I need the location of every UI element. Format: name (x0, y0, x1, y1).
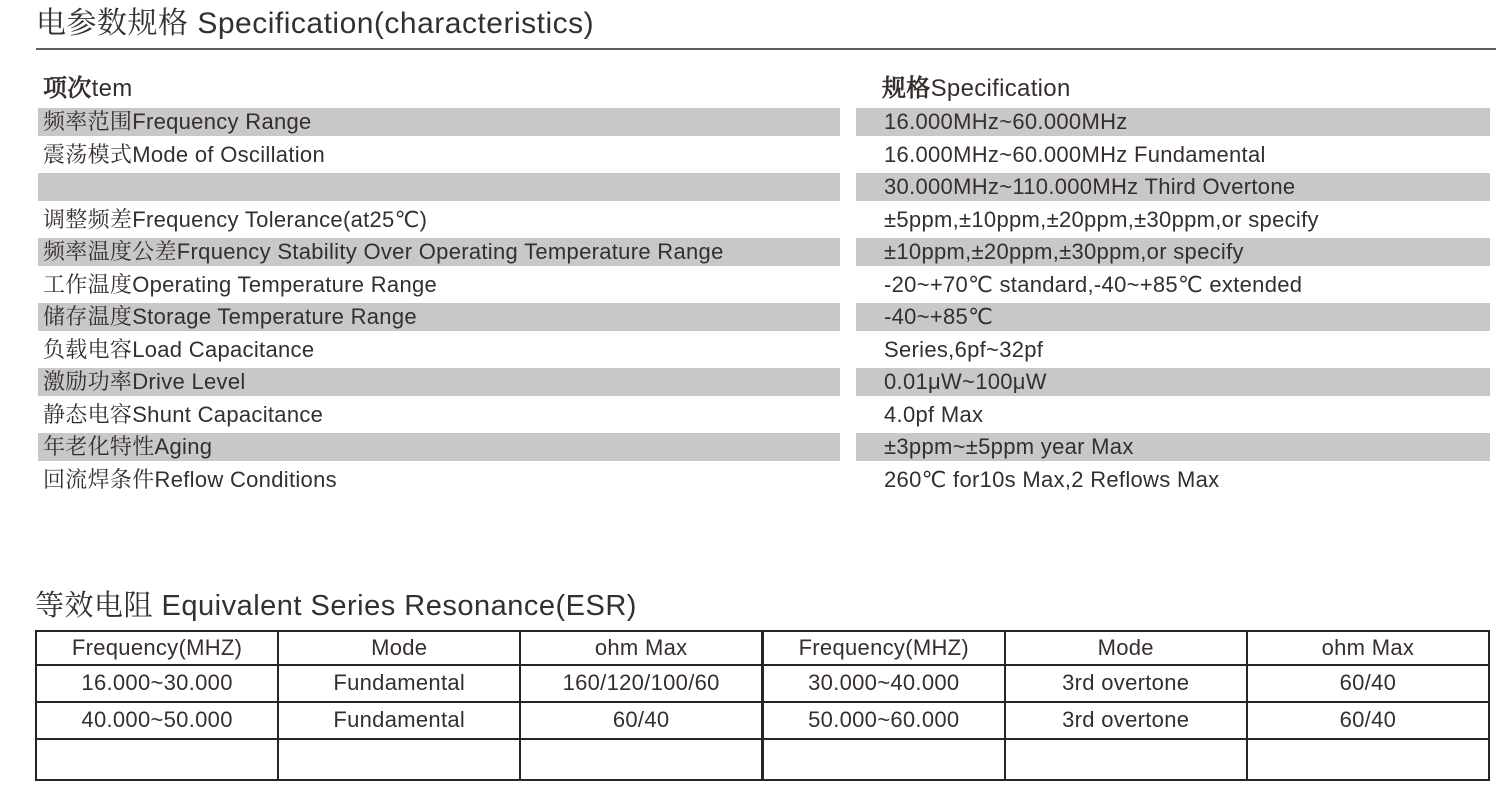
spec-row-frequency-tolerance (38, 206, 1490, 234)
spec-table (38, 108, 1490, 494)
esr-header-frequency-1: Frequency(MHZ) (36, 631, 278, 665)
spec-row-operating-temperature (38, 271, 1490, 299)
spec-row-value: 4.0pf Max (884, 401, 984, 427)
esr-cell: 3rd overtone (1005, 665, 1247, 702)
spec-row-mode-of-oscillation (38, 141, 1490, 169)
datasheet-page (0, 6, 1508, 793)
esr-cell: 3rd overtone (1005, 702, 1247, 739)
esr-header-ohm-max-1: ohm Max (520, 631, 762, 665)
spec-row-value: ±3ppm~±5ppm year Max (856, 433, 1490, 461)
spec-row-label: 激励功率Drive Level (38, 368, 840, 396)
esr-cell (762, 739, 1004, 780)
spec-row-label: 年老化特性Aging (38, 433, 840, 461)
spec-row-value: ±10ppm,±20ppm,±30ppm,or specify (856, 238, 1490, 266)
esr-cell: 160/120/100/60 (520, 665, 762, 702)
esr-cell: 16.000~30.000 (36, 665, 278, 702)
spec-row-value: -40~+85℃ (856, 303, 1490, 331)
spec-header-item-en: tem (91, 75, 133, 102)
spec-row-value: 16.000MHz~60.000MHz (856, 108, 1490, 136)
spec-row-drive-level (38, 368, 1490, 396)
spec-row-value: Series,6pf~32pf (884, 336, 1044, 362)
spec-row-label: 储存温度Storage Temperature Range (38, 303, 840, 331)
esr-cell: 40.000~50.000 (36, 702, 278, 739)
spec-header-item-zh: 项次 (43, 75, 92, 102)
esr-cell: 60/40 (1247, 702, 1489, 739)
esr-header-mode-1: Mode (278, 631, 520, 665)
esr-cell: 50.000~60.000 (762, 702, 1004, 739)
esr-cell (278, 739, 520, 780)
esr-table (35, 630, 1490, 781)
spec-row-reflow-conditions (38, 466, 1490, 494)
esr-cell: Fundamental (278, 702, 520, 739)
esr-cell: 30.000~40.000 (762, 665, 1004, 702)
spec-row-label: 工作温度Operating Temperature Range (43, 271, 438, 297)
page-title: 电参数规格 Specification(characteristics) (36, 6, 1496, 50)
spec-row-load-capacitance (38, 336, 1490, 364)
spec-row-shunt-capacitance (38, 401, 1490, 429)
esr-cell (36, 739, 278, 780)
esr-cell (1005, 739, 1247, 780)
esr-empty-row (36, 739, 1489, 780)
esr-header-mode-2: Mode (1005, 631, 1247, 665)
spec-row-mode-of-oscillation-2 (38, 173, 1490, 201)
esr-cell (520, 739, 762, 780)
spec-header-spec-en: Specification (930, 75, 1071, 102)
spec-row-label: 调整频差Frequency Tolerance(at25℃) (43, 206, 428, 232)
spec-row-label: 频率范围Frequency Range (38, 108, 840, 136)
esr-header-row (36, 631, 1489, 665)
spec-row-label: 频率温度公差Frquency Stability Over Operating Temperature Range (38, 238, 840, 266)
esr-data-row (36, 702, 1489, 739)
spec-header-spec-zh: 规格 (882, 75, 931, 102)
spec-row-value: 16.000MHz~60.000MHz Fundamental (884, 141, 1266, 167)
spec-row-value: 0.01μW~100μW (856, 368, 1490, 396)
spec-row-label: 震荡模式Mode of Oscillation (43, 141, 325, 167)
esr-cell: 60/40 (520, 702, 762, 739)
spec-row-aging (38, 433, 1490, 461)
spec-header-row (38, 74, 1490, 104)
esr-section-title: 等效电阻 Equivalent Series Resonance(ESR) (35, 589, 637, 622)
esr-cell: 60/40 (1247, 665, 1489, 702)
spec-header-spec (856, 74, 1490, 104)
esr-cell: Fundamental (278, 665, 520, 702)
spec-row-value: 260℃ for10s Max,2 Reflows Max (884, 466, 1220, 492)
spec-row-value: 30.000MHz~110.000MHz Third Overtone (856, 173, 1490, 201)
spec-row-label: 负载电容Load Capacitance (43, 336, 315, 362)
spec-row-label (38, 173, 840, 201)
spec-row-storage-temperature (38, 303, 1490, 331)
spec-row-label: 回流焊条件Reflow Conditions (43, 466, 337, 492)
spec-row-frequency-range (38, 108, 1490, 136)
spec-row-label: 静态电容Shunt Capacitance (43, 401, 324, 427)
esr-data-row (36, 665, 1489, 702)
spec-header-item (38, 74, 840, 104)
spec-row-frequency-stability (38, 238, 1490, 266)
esr-header-ohm-max-2: ohm Max (1247, 631, 1489, 665)
spec-row-value: ±5ppm,±10ppm,±20ppm,±30ppm,or specify (884, 206, 1319, 232)
spec-row-value: -20~+70℃ standard,-40~+85℃ extended (884, 271, 1303, 297)
esr-cell (1247, 739, 1489, 780)
esr-header-frequency-2: Frequency(MHZ) (762, 631, 1004, 665)
